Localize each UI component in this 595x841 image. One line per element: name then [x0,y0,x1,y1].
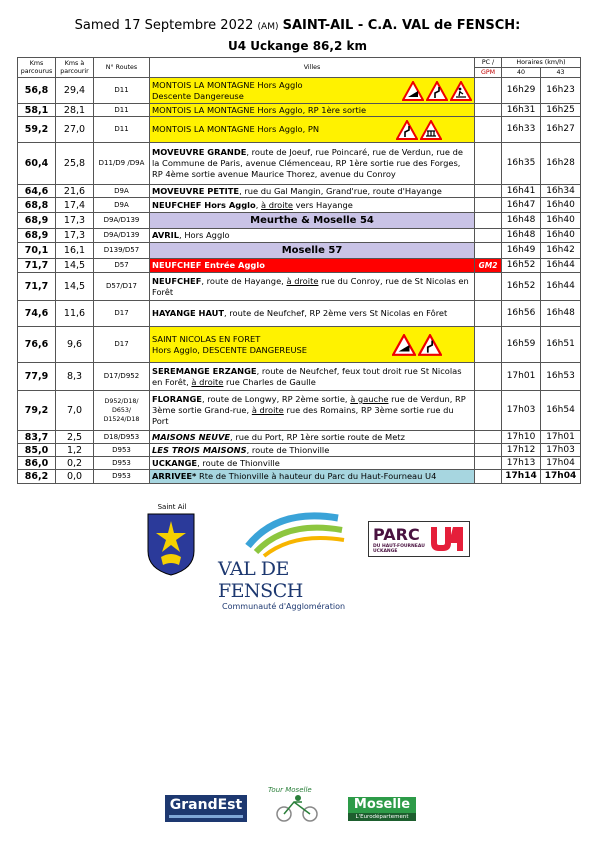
header-km: Kms parcourus [18,58,56,78]
pc-cell [475,327,502,363]
table-row [18,259,581,273]
town-cell [150,301,475,327]
km-done: 76,6 [18,327,56,363]
town-cell [150,273,475,301]
header-horaires: Horaires (km/h) [502,58,581,68]
km-done: 58,1 [18,104,56,117]
time-43: 16h28 [541,143,581,185]
level-crossing-sign-icon [420,120,442,140]
town-cell [150,143,475,185]
km-left: 21,6 [56,185,94,198]
km-done: 68,9 [18,213,56,229]
header-routes: N° Routes [94,58,150,78]
parc-word: PARC [373,525,420,544]
km-done: 64,6 [18,185,56,198]
km-left: 2,5 [56,431,94,444]
table-row [18,213,581,229]
route-detail: rue Charles de Gaulle [223,376,316,387]
finish-label: ARRIVEE* [152,471,197,481]
route-detail: , Hors Agglo [179,230,230,240]
moselle-subtitle: L'Eurodépartement [348,813,416,821]
route-detail: , route de Thionville [246,444,330,455]
table-row [18,470,581,484]
km-left: 0,0 [56,470,94,484]
km-left: 11,6 [56,301,94,327]
pc-cell [475,213,502,229]
time-43: 16h44 [541,273,581,301]
time-40: 17h03 [502,391,541,431]
table-row [18,143,581,185]
town-cell [150,363,475,391]
parc-subtitle: DU HAUT-FOURNEAU UCKANGE [373,544,425,554]
time-40: 16h52 [502,273,541,301]
time-43: 16h34 [541,185,581,198]
time-43: 16h53 [541,363,581,391]
pc-cell [475,78,502,104]
tour-moselle-name: Tour Moselle [268,786,312,794]
km-left: 14,5 [56,273,94,301]
header-km-left: Kms à parcourir [56,58,94,78]
pc-cell [475,104,502,117]
time-43: 16h54 [541,391,581,431]
pc-cell [475,470,502,484]
time-43: 16h23 [541,78,581,104]
time-43: 17h01 [541,431,581,444]
val-de-fensch-logo [218,508,368,611]
route-number: D57/D17 [94,273,150,301]
km-done: 71,7 [18,273,56,301]
town-name: NEUFCHEF Hors Agglo [152,199,256,210]
town-cell: NEUFCHEF Entrée Agglo [150,259,475,273]
town-cell [150,431,475,444]
route-detail: rue de Verdun, RP 3ème sortie Grand-rue, [152,394,466,415]
town-name: AVRIL [152,230,180,240]
header-pc: PC / [475,58,502,68]
town-name: MAISONS NEUVE [152,431,231,442]
time-43: 16h40 [541,213,581,229]
time-40: 16h59 [502,327,541,363]
cyclist-icon [268,794,328,822]
km-left: 8,3 [56,363,94,391]
time-43: 17h04 [541,470,581,484]
pc-cell [475,185,502,198]
time-40: 16h47 [502,198,541,213]
time-40: 17h01 [502,363,541,391]
header-speed-40: 40 [502,68,541,78]
saint-ail-logo [145,503,199,581]
table-row [18,457,581,470]
table-row [18,243,581,259]
route-detail: , route de Longwy, RP 2ème sortie, [201,394,351,404]
pc-cell [475,243,502,259]
tour-moselle-logo [268,786,334,826]
saint-ail-coat-of-arms-icon [145,511,197,577]
pc-cell [475,273,502,301]
val-de-fensch-name: VAL DE FENSCH [218,558,303,602]
km-done: 59,2 [18,117,56,143]
route-detail: , route de Thionville [197,457,280,468]
danger-slope-sign-icon [402,81,424,101]
town-name: MOVEUVRE PETITE [152,185,240,196]
time-43: 16h40 [541,229,581,243]
pc-cell [475,229,502,243]
route-number: D11/D9 /D9A [94,143,150,185]
time-43: 16h44 [541,259,581,273]
route-number: D11 [94,78,150,104]
town-cell [150,229,475,243]
time-40: 16h29 [502,78,541,104]
route-number: D18/D953 [94,431,150,444]
route-number: D9A/D139 [94,229,150,243]
route-detail: rue du Conroy, rue de St Nicolas en Forêt [152,275,469,297]
town-name: FLORANGE [152,394,202,404]
km-done: 68,9 [18,229,56,243]
table-row [18,431,581,444]
km-done: 70,1 [18,243,56,259]
time-43: 17h03 [541,444,581,457]
grand-est-name: GrandEst [169,797,243,813]
town-cell [150,444,475,457]
danger-slope-sign-icon [392,334,416,356]
itinerary-table [17,57,581,484]
route-detail: vers Hayange [292,199,353,210]
pc-cell [475,143,502,185]
time-40: 16h52 [502,259,541,273]
table-row [18,391,581,431]
route-number: D139/D57 [94,243,150,259]
header-gpm: GPM [475,68,502,78]
town-cell [150,117,475,143]
table-row [18,301,581,327]
route-number: D11 [94,104,150,117]
time-43: 16h40 [541,198,581,213]
town-line: SAINT NICOLAS EN FORET [152,333,261,344]
moselle-name: Moselle [348,797,416,813]
town-cell [150,78,475,104]
page-title [0,18,595,33]
time-43: 16h48 [541,301,581,327]
time-40: 16h49 [502,243,541,259]
direction-text: à gauche [350,394,389,404]
gpm-badge: GM2 [475,259,502,273]
title-date: Samed 17 Septembre 2022 [74,18,254,33]
time-40: 16h56 [502,301,541,327]
pc-cell [475,431,502,444]
route-detail: , rue du Port, RP 1ère sortie route de Metz [230,431,405,442]
km-done: 68,8 [18,198,56,213]
km-done: 71,7 [18,259,56,273]
town-line: MONTOIS LA MONTAGNE Hors Agglo [152,79,303,90]
route-detail: , route de Hayange, [201,275,287,286]
header-villes: Villes [150,58,475,78]
town-cell: MONTOIS LA MONTAGNE Hors Agglo, RP 1ère sortie [150,104,475,117]
town-line: MONTOIS LA MONTAGNE Hors Agglo, PN [152,124,320,134]
pc-cell [475,117,502,143]
route-detail: , route de Joeuf, rue Poincaré, rue de Verdun, rue de la Commune de Paris, avenue Clémenceau, RP 1ère sortie rue des Forges, RP 4ème sortie avenue Maurice Thorez, avenue du Conroy [152,147,464,179]
pc-cell [475,198,502,213]
km-done: 79,2 [18,391,56,431]
finish-cell [150,470,475,484]
val-de-fensch-subtitle: Communauté d'Agglomération [222,602,346,611]
route-detail: Rte de Thionville à hauteur du Parc du Haut-Fourneau U4 [196,471,437,481]
route-number: D9A [94,185,150,198]
direction-text: à droite [286,275,319,286]
route-number: D953 [94,444,150,457]
route-detail: , route de Neufchef, RP 2ème vers St Nicolas en Fôret [224,308,448,318]
km-left: 7,0 [56,391,94,431]
table-row [18,229,581,243]
route-detail: , rue du Gal Mangin, Grand'rue, route d'Hayange [239,185,442,196]
town-name: UCKANGE [152,457,198,468]
km-done: 60,4 [18,143,56,185]
header-speed-43: 43 [541,68,581,78]
table-row [18,78,581,104]
table-row [18,363,581,391]
town-name: LES TROIS MAISONS [152,444,247,455]
route-number: D57 [94,259,150,273]
saint-ail-label: Saint Ail [157,503,187,511]
route-detail: rue des Romains, RP 3ème sortie rue du Port [152,405,454,426]
parc-u4-logo [368,521,470,557]
page-subtitle: U4 Uckange 86,2 km [228,39,367,53]
curve-sign-icon [426,81,448,101]
time-40: 16h48 [502,213,541,229]
direction-text: à droite [191,376,224,387]
table-row [18,273,581,301]
table-row [18,117,581,143]
time-40: 17h13 [502,457,541,470]
town-cell [150,185,475,198]
km-left: 27,0 [56,117,94,143]
route-detail: , route de Neufchef, feux tout droit rue St Nicolas en Forêt, [152,365,462,387]
pc-cell [475,444,502,457]
km-done: 86,2 [18,470,56,484]
km-done: 56,8 [18,78,56,104]
route-number: D953 [94,457,150,470]
time-43: 16h51 [541,327,581,363]
table-row [18,104,581,117]
town-name: HAYANGE HAUT [152,308,225,318]
time-40: 17h14 [502,470,541,484]
pc-cell [475,301,502,327]
roadworks-sign-icon [450,81,472,101]
route-number: D9A/D139 [94,213,150,229]
table-row [18,327,581,363]
moselle-logo [348,797,416,822]
time-40: 16h33 [502,117,541,143]
km-left: 29,4 [56,78,94,104]
town-name: SEREMANGE ERZANGE [152,365,257,376]
time-43: 17h04 [541,457,581,470]
km-done: 74,6 [18,301,56,327]
time-40: 17h10 [502,431,541,444]
route-number: D953 [94,470,150,484]
town-cell [150,457,475,470]
time-40: 16h48 [502,229,541,243]
route-number: D9A [94,198,150,213]
route-number: D952/D18/ D653/ D1524/D18 [94,391,150,431]
route-detail: , [255,199,261,210]
km-left: 28,1 [56,104,94,117]
route-number: D17 [94,327,150,363]
pc-cell [475,391,502,431]
km-left: 9,6 [56,327,94,363]
time-40: 17h12 [502,444,541,457]
curve-sign-icon [418,334,442,356]
town-cell [150,327,475,363]
curve-sign-icon [396,120,418,140]
km-left: 17,4 [56,198,94,213]
km-left: 25,8 [56,143,94,185]
time-40: 16h41 [502,185,541,198]
km-done: 83,7 [18,431,56,444]
route-number: D11 [94,117,150,143]
km-left: 17,3 [56,229,94,243]
km-left: 0,2 [56,457,94,470]
pc-cell [475,457,502,470]
town-name: MOVEUVRE GRANDE [152,147,247,157]
town-name: NEUFCHEF [152,275,202,286]
time-43: 16h25 [541,104,581,117]
route-number: D17/D952 [94,363,150,391]
title-race: SAINT-AIL - C.A. VAL de FENSCH: [282,18,521,33]
town-cell [150,391,475,431]
table-row [18,198,581,213]
u4-mark-icon [429,525,465,553]
direction-text: à droite [260,199,293,210]
department-border: Meurthe & Moselle 54 [150,213,475,229]
table-row [18,444,581,457]
pc-cell [475,363,502,391]
km-left: 17,3 [56,213,94,229]
town-line: Hors Agglo, DESCENTE DANGEREUSE [152,344,308,355]
km-done: 85,0 [18,444,56,457]
route-number: D17 [94,301,150,327]
km-left: 16,1 [56,243,94,259]
time-43: 16h27 [541,117,581,143]
department-border: Moselle 57 [150,243,475,259]
direction-text: à droite [251,405,284,415]
grand-est-logo [165,795,247,822]
title-am: (AM) [257,22,279,32]
table-row [18,185,581,198]
town-cell [150,198,475,213]
km-done: 86,0 [18,457,56,470]
km-left: 1,2 [56,444,94,457]
km-left: 14,5 [56,259,94,273]
time-43: 16h42 [541,243,581,259]
km-done: 77,9 [18,363,56,391]
time-40: 16h31 [502,104,541,117]
town-line: Descente Dangereuse [152,90,244,101]
time-40: 16h35 [502,143,541,185]
val-de-fensch-swoosh-icon [238,508,348,558]
